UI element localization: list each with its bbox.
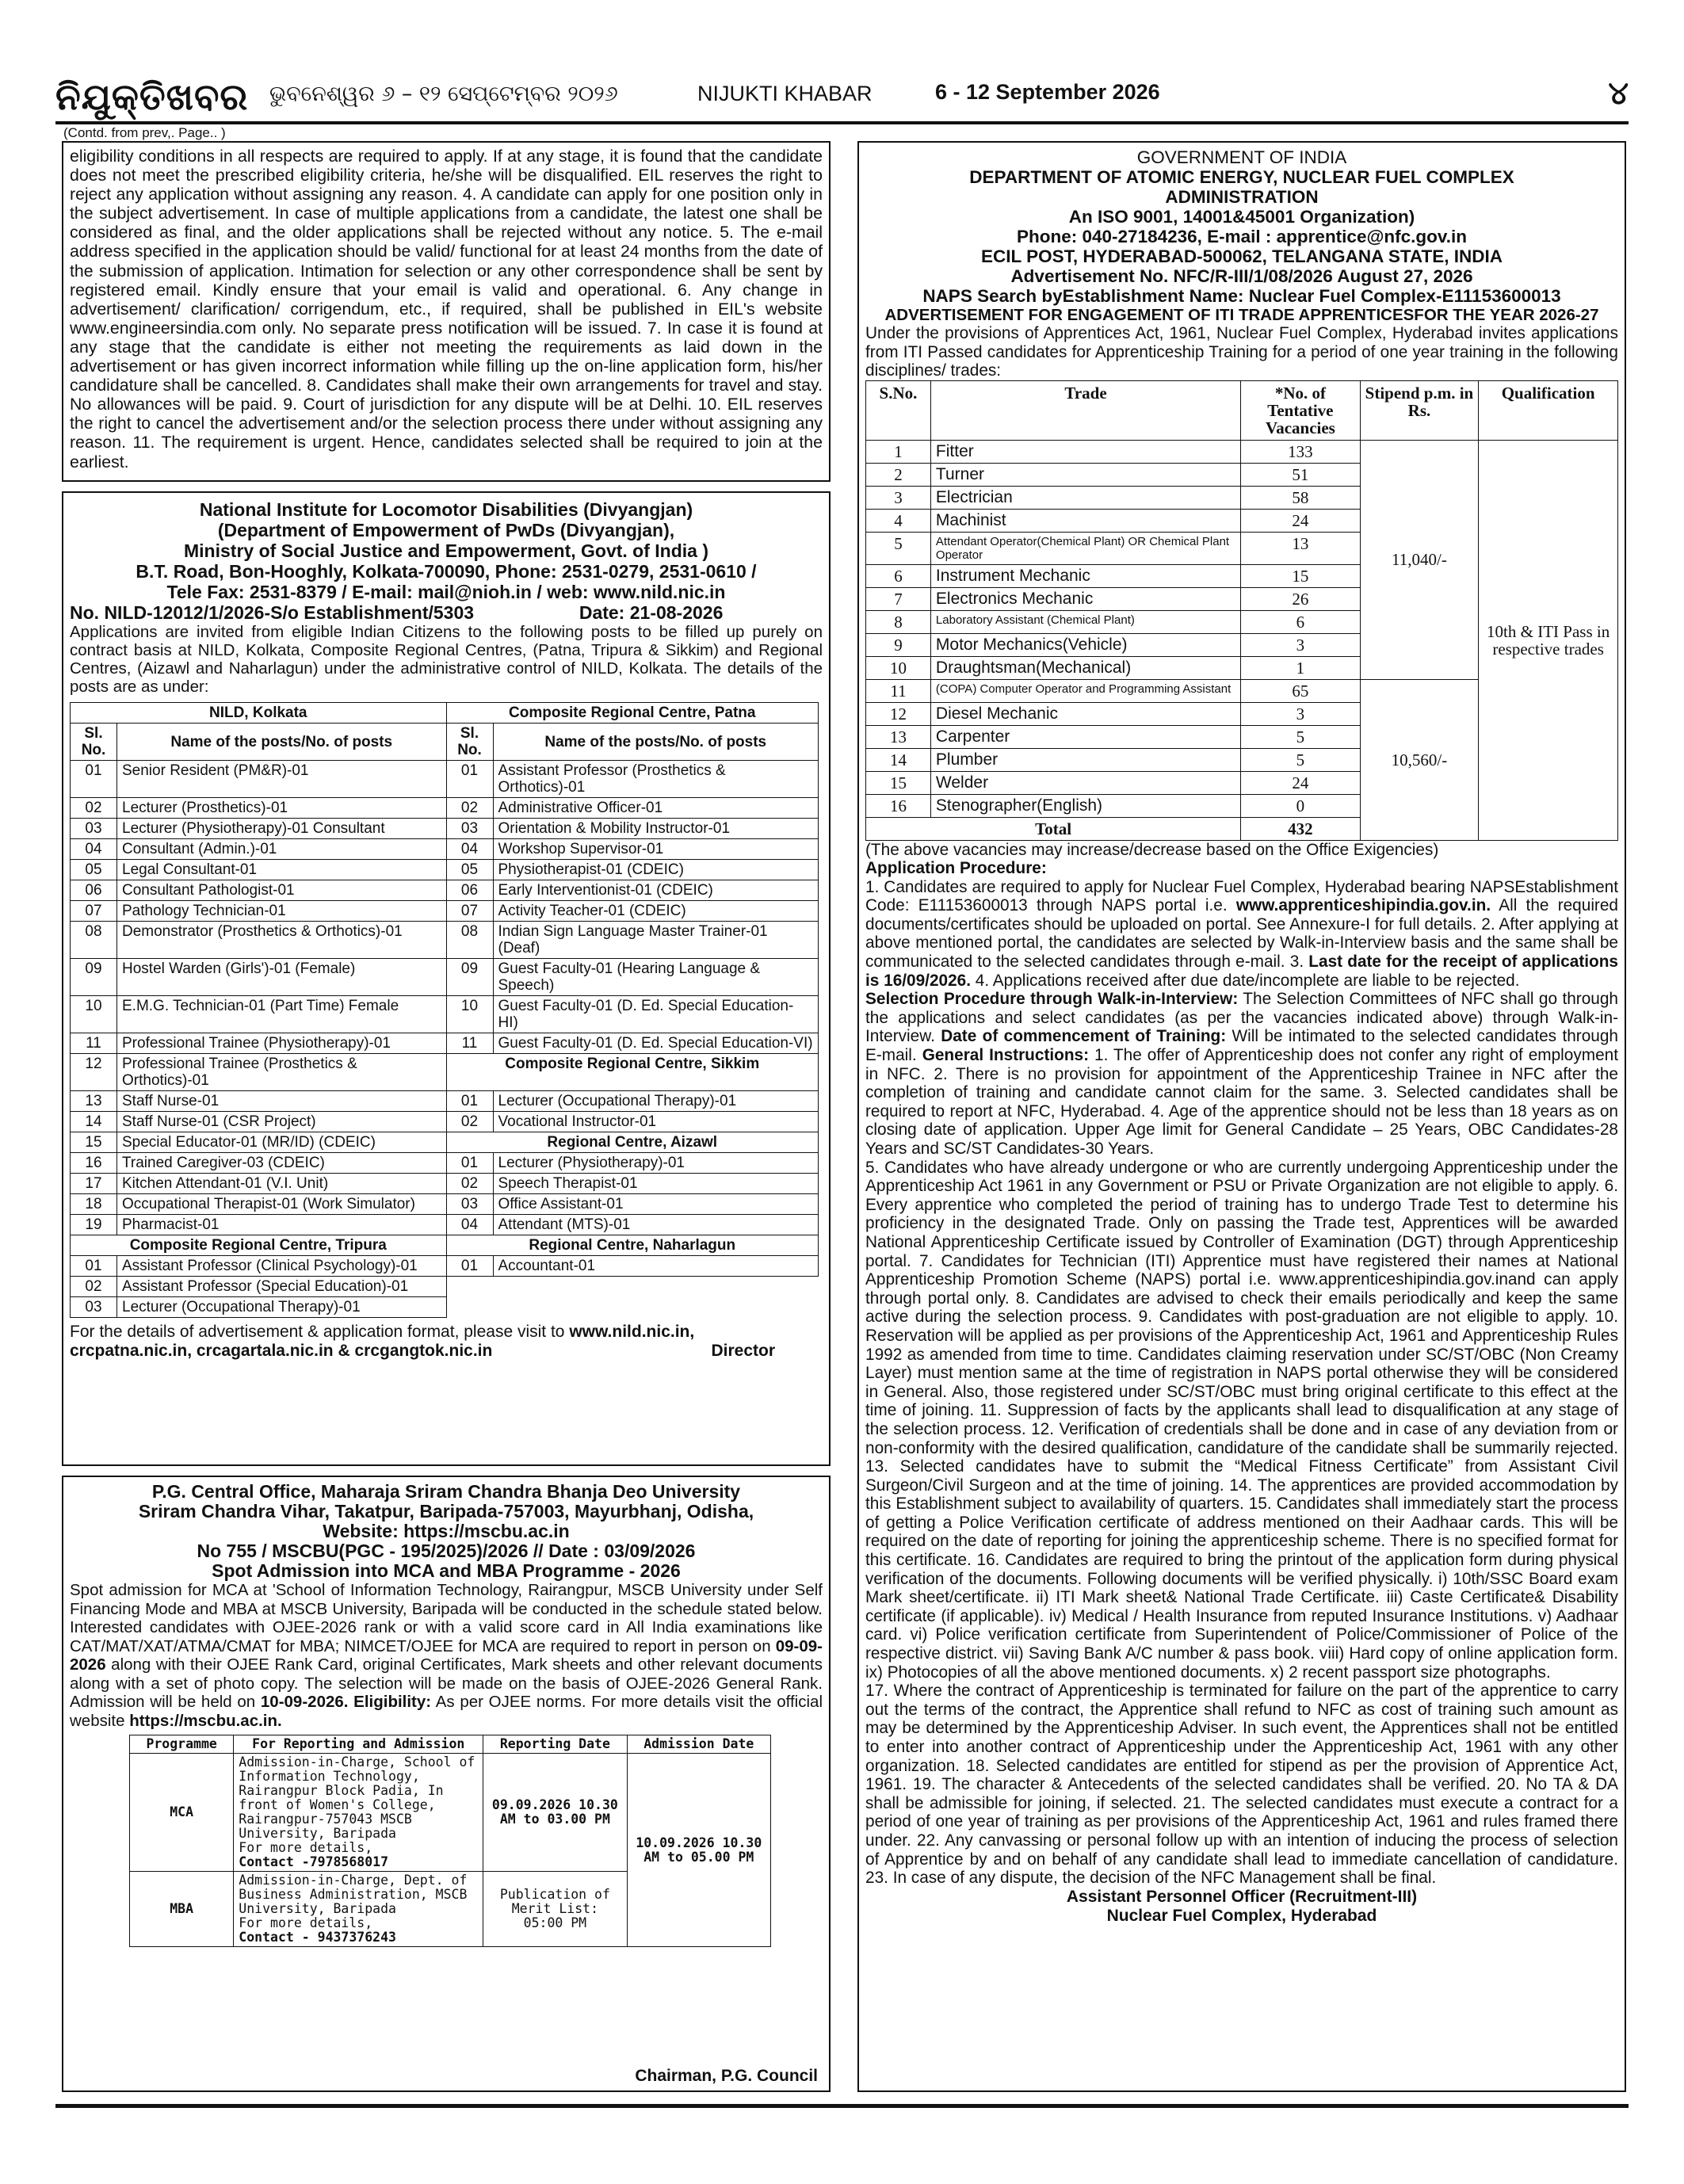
masthead-rule	[55, 121, 1629, 124]
trade-name: Welder	[930, 771, 1240, 794]
nfc-signatory: Assistant Personnel Officer (Recruitment-III)	[1066, 1887, 1418, 1906]
post-name: Legal Consultant-01	[117, 860, 447, 880]
nfc-trades-table	[865, 380, 1618, 841]
trade-vacancies: 13	[1241, 532, 1360, 564]
sl-no: 01	[446, 1091, 493, 1112]
nild-ref-no: No. NILD-12012/1/2026-S/o Establishment/5303	[70, 602, 475, 623]
newspaper-logo: ନିଯୁକ୍ତିଖବର	[55, 75, 249, 118]
empty-cell	[446, 1277, 819, 1297]
post-name: Lecturer (Physiotherapy)-01	[493, 1153, 819, 1174]
admission-time: 10.09.2026 10.30 AM to 05.00 PM	[627, 1754, 770, 1947]
sl-no: 04	[446, 1215, 493, 1235]
sl-no: 09	[71, 959, 117, 996]
nild-posts-table	[70, 702, 819, 1318]
trade-vacancies: 24	[1241, 509, 1360, 532]
mscbu-body-part: along with their OJEE Rank Card, original Certificates, Mark sheets and other relevant documents along with a set of photo copy. The selection will be made on the basis of OJEE-2026 General Rank. Admission will be held on	[70, 1655, 823, 1711]
col-sno: S.No.	[866, 380, 931, 440]
nild-website-link[interactable]: www.nild.nic.in,	[569, 1323, 695, 1341]
col-reporting-date: Reporting Date	[483, 1735, 627, 1754]
paper-name: NIJUKTI KHABAR	[697, 82, 873, 105]
col-admission-date: Admission Date	[627, 1735, 770, 1754]
nfc-general-heading: General Instructions:	[922, 1046, 1090, 1065]
post-name: Vocational Instructor-01	[493, 1112, 819, 1132]
sl-no: 06	[446, 880, 493, 901]
sl-no: 11	[71, 1033, 117, 1054]
mscbu-body	[70, 1581, 823, 1730]
post-name: Assistant Professor (Prosthetics & Orthotics)-01	[493, 761, 819, 798]
post-name: Speech Therapist-01	[493, 1174, 819, 1194]
post-name: Hostel Warden (Girls')-01 (Female)	[117, 959, 447, 996]
trade-sno: 12	[866, 702, 931, 725]
trade-vacancies: 133	[1241, 440, 1360, 463]
trade-name: Electronics Mechanic	[930, 587, 1240, 610]
nild-advertisement	[62, 491, 831, 1466]
table-row	[71, 1153, 819, 1174]
table-row	[71, 996, 819, 1033]
trade-name: Plumber	[930, 748, 1240, 771]
sl-no: 03	[71, 819, 117, 839]
mscbu-schedule-table	[129, 1735, 771, 1947]
trade-sno: 3	[866, 486, 931, 509]
nild-reference	[70, 602, 823, 623]
sl-no: 06	[71, 880, 117, 901]
nfc-selection-text: The Selection Committees of NFC shall go through the applications and select candidates (as per the vacancies indicated above) through Walk-in-Interview.	[865, 990, 1618, 1046]
trade-vacancies: 58	[1241, 486, 1360, 509]
trade-name: Diesel Mechanic	[930, 702, 1240, 725]
sl-no: 18	[71, 1194, 117, 1215]
mscbu-signatory: Chairman, P.G. Council	[635, 2067, 818, 2085]
post-name: Lecturer (Physiotherapy)-01 Consultant	[117, 819, 447, 839]
sl-no: 07	[446, 901, 493, 922]
post-name: Workshop Supervisor-01	[493, 839, 819, 860]
mca-venue: Admission-in-Charge, School of Information Technology, Rairangpur Block Padia, In front of Women's College, Rairangpur-757043 MSCB University, Baripada	[239, 1754, 475, 1841]
sl-no: 09	[446, 959, 493, 996]
sl-no: 08	[446, 922, 493, 959]
mscbu-address: Sriram Chandra Vihar, Takatpur, Baripada-757003, Mayurbhanj, Odisha,	[138, 1501, 754, 1522]
nfc-selection-heading: Selection Procedure through Walk-in-Interview:	[865, 990, 1239, 1009]
nild-left-heading: NILD, Kolkata	[71, 703, 447, 724]
table-row	[71, 880, 819, 901]
post-name: Attendant (MTS)-01	[493, 1215, 819, 1235]
post-name: Pathology Technician-01	[117, 901, 447, 922]
col-vacancies: *No. of Tentative Vacancies	[1241, 380, 1360, 440]
nild-signatory: Director	[711, 1342, 775, 1360]
trade-sno: 9	[866, 633, 931, 656]
post-name: Physiotherapist-01 (CDEIC)	[493, 860, 819, 880]
nfc-advt-title: ADVERTISEMENT FOR ENGAGEMENT OF ITI TRADE APPRENTICESFOR THE YEAR 2026-27	[884, 306, 1599, 324]
trade-name: Turner	[930, 463, 1240, 486]
col-sl-no: Sl. No.	[446, 724, 493, 761]
table-row	[71, 959, 819, 996]
col-reporting-admission: For Reporting and Admission	[234, 1735, 483, 1754]
trade-vacancies: 6	[1241, 610, 1360, 633]
post-name: Guest Faculty-01 (Hearing Language & Speech)	[493, 959, 819, 996]
section-heading: Composite Regional Centre, Sikkim	[446, 1054, 819, 1091]
trade-sno: 15	[866, 771, 931, 794]
sl-no: 02	[71, 798, 117, 819]
nfc-phone-email: Phone: 040-27184236, E-mail : apprentice@nfc.gov.in	[1017, 227, 1467, 246]
trade-sno: 6	[866, 564, 931, 587]
post-name: Guest Faculty-01 (D. Ed. Special Education-HI)	[493, 996, 819, 1033]
nfc-naps-link[interactable]: www.apprenticeshipindia.gov.in.	[1235, 896, 1491, 915]
sl-no: 01	[71, 1256, 117, 1277]
nfc-intro: Under the provisions of Apprentices Act, 1961, Nuclear Fuel Complex, Hyderabad invites applications from ITI Passed candidates for Apprenticeship Training for a period of one year training in the following disciplines/ trades:	[865, 324, 1618, 380]
post-name: Consultant (Admin.)-01	[117, 839, 447, 860]
nfc-administration: ADMINISTRATION	[1165, 187, 1319, 207]
post-name: E.M.G. Technician-01 (Part Time) Female	[117, 996, 447, 1033]
nfc-procedure-text: All the required documents/certificates should be uploaded on portal. See Annexure-I for full details. 2. After applying at above mentioned portal, the candidates are selected by Walk-in-Interview basis and the same shall be communicated to the selected candidates through e-mail. 3.	[865, 896, 1618, 972]
table-row	[71, 798, 819, 819]
post-name: Staff Nurse-01 (CSR Project)	[117, 1112, 447, 1132]
trade-sno: 11	[866, 679, 931, 702]
odia-dateline: ଭୁବନେଶ୍ୱର ୬ – ୧୨ ସେପ୍ଟେମ୍ବର ୨୦୨୬	[269, 82, 618, 106]
table-row	[71, 1215, 819, 1235]
sl-no: 02	[446, 1174, 493, 1194]
trade-vacancies: 15	[1241, 564, 1360, 587]
nfc-procedure	[865, 878, 1618, 1159]
nild-footer-text: For the details of advertisement & application format, please visit to	[70, 1323, 565, 1341]
sl-no: 01	[71, 761, 117, 798]
mscbu-title: Spot Admission into MCA and MBA Programme - 2026	[212, 1560, 681, 1581]
mba-more-details: For more details,	[239, 1915, 373, 1930]
nfc-general-text: 1. The offer of Apprenticeship does not confer any right of employment in NFC. 2. There is no provision for appointment of the Apprenticeship Trainee in NFC after the completion of training and candidate cannot claim for the same. 3. Selected candidates shall be required to report at NFC, Hyderabad. 4. Age of the apprentice should not be less than 18 years as on closing date of application. Upper Age limit for General Candidate – 25 Years, OBC Candidates-28 Years and SC/ST Candidates-30 Years.	[865, 1046, 1619, 1158]
nfc-procedure-text: 1. Candidates are required to apply for Nuclear Fuel Complex, Hyderabad bearing NAPSEstablishment Code: E11153600013 through NAPS portal i.e.	[865, 877, 1618, 915]
sl-no: 01	[446, 761, 493, 798]
trade-vacancies: 3	[1241, 633, 1360, 656]
nfc-advt-no: Advertisement No. NFC/R-III/1/08/2026 August 27, 2026	[1010, 266, 1473, 286]
sl-no: 16	[71, 1153, 117, 1174]
post-name: Kitchen Attendant-01 (V.I. Unit)	[117, 1174, 447, 1194]
sl-no: 03	[446, 1194, 493, 1215]
trade-sno: 4	[866, 509, 931, 532]
mscbu-reference: No 755 / MSCBU(PGC - 195/2025)/2026 // Date : 03/09/2026	[197, 1541, 696, 1561]
bottom-rule	[55, 2104, 1629, 2108]
trade-sno: 7	[866, 587, 931, 610]
masthead	[55, 75, 1629, 123]
continued-note: (Contd. from prev,. Page.. )	[63, 125, 226, 140]
table-row	[71, 1033, 819, 1054]
trade-name: Draughtsman(Mechanical)	[930, 656, 1240, 679]
trade-name: Attendant Operator(Chemical Plant) OR Chemical Plant Operator	[930, 532, 1240, 564]
trade-name: (COPA) Computer Operator and Programming Assistant	[930, 679, 1240, 702]
post-name: Consultant Pathologist-01	[117, 880, 447, 901]
issue-date: 6 - 12 September 2026	[935, 80, 1160, 104]
trade-name: Laboratory Assistant (Chemical Plant)	[930, 610, 1240, 633]
post-name: Professional Trainee (Prosthetics & Orthotics)-01	[117, 1054, 447, 1091]
sl-no: 02	[71, 1277, 117, 1297]
sl-no: 10	[71, 996, 117, 1033]
trade-sno: 14	[866, 748, 931, 771]
nild-crc-websites[interactable]: crcpatna.nic.in, crcagartala.nic.in & crcgangtok.nic.in	[70, 1342, 493, 1360]
sl-no: 08	[71, 922, 117, 959]
mba-reporting-time: Publication of Merit List: 05:00 PM	[483, 1872, 627, 1947]
programme-mba: MBA	[130, 1872, 234, 1947]
mba-venue: Admission-in-Charge, Dept. of Business Administration, MSCB University, Baripada	[239, 1873, 468, 1916]
table-row	[71, 1256, 819, 1277]
trade-name: Fitter	[930, 440, 1240, 463]
trade-vacancies: 51	[1241, 463, 1360, 486]
nfc-last-date: Last date for the receipt of applications is 16/09/2026.	[865, 953, 1618, 990]
qualification-value: 10th & ITI Pass in respective trades	[1479, 440, 1618, 840]
nild-header	[70, 499, 823, 623]
nfc-iso: An ISO 9001, 14001&45001 Organization)	[1068, 207, 1415, 227]
post-name: Activity Teacher-01 (CDEIC)	[493, 901, 819, 922]
trade-name: Motor Mechanics(Vehicle)	[930, 633, 1240, 656]
trade-vacancies: 3	[1241, 702, 1360, 725]
trade-vacancies: 0	[1241, 794, 1360, 817]
trade-name: Electrician	[930, 486, 1240, 509]
table-row	[71, 901, 819, 922]
mba-contact: Contact - 9437376243	[239, 1930, 396, 1945]
table-row	[71, 1277, 819, 1297]
mscbu-eligibility-label: Eligibility:	[348, 1693, 432, 1711]
eil-text: eligibility conditions in all respects are required to apply. If at any stage, it is found that the candidate does not meet the prescribed eligibility criteria, he/she will be disqualified. EIL reserves the right to reject any application without assigning any reason. 4. A candidate can apply for one position only in the subject advertisement. In case of multiple applications from a candidate, the latest one shall be considered as final, and the older applications shall be rejected without any notice. 5. The e-mail address specified in the application should be valid/ functional for at least 24 months from the date of the submission of application. Intimation for selection or any other correspondence shall be sent by registered email. Kindly ensure that your email is valid and operational. 6. Any change in advertisement/ clarification/ corrigendum, etc., if required, shall be published in EIL's website www.engineersindia.com only. No separate press notification will be issued. 7. In case it is found at any stage that the candidate is either not meeting the requirements as laid down in the advertisement or has given incorrect information while filling up the on-line application form, his/her candidature shall be cancelled. 8. Candidates shall make their own arrangements for travel and stay. No allowances will be paid. 9. Court of jurisdiction for any dispute will be at Delhi. 10. EIL reserves the right to cancel the advertisement and/or the selection process there under without assigning any reason. 11. The requirement is urgent. Hence, candidates selected shall be required to join at the earliest.	[70, 147, 823, 472]
sl-no: 04	[446, 839, 493, 860]
mscbu-website-link[interactable]: https://mscbu.ac.in.	[129, 1711, 282, 1730]
mscbu-body-part: Spot admission for MCA at 'School of Information Technology, Rairangpur, MSCB University under Self Financing Mode and MBA at MSCB University, Baripada will be conducted in the schedule stated below. Interested candidates with OJEE-2026 rank or with a valid score card in All India examinations like CAT/MAT/XAT/ATMA/CMAT for MBA; NIMCET/OJEE for MCA are required to report in person on	[70, 1581, 823, 1655]
trade-name: Machinist	[930, 509, 1240, 532]
sl-no: 05	[446, 860, 493, 880]
table-row	[71, 839, 819, 860]
nfc-general-instructions-3: 17. Where the contract of Apprenticeship is terminated for failure on the part of the apprentice to carry out the terms of the contract, the Apprentice shall refund to NFC as cost of training such amount as may be determined by the Apprenticeship Adviser. In such event, the Apprentices shall not be entitled to enter into another contract of Apprenticeship under the Apprenticeship Act, 1961 with any other organization. 18. Selected candidates are entitled for stipend as per the provision of Apprentice Act, 1961. 19. The character & Antecedents of the selected candidates shall be verified. 20. No TA & DA shall be admissible for joining, if selected. 21. The selected candidates must execute a contract for a period of one year of training as per provisions of the Apprenticeship Act, 1961 and rules framed there under. 22. Any canvassing or personal follow up with an intention of inducing the process of selection of Apprentice by and on behalf of any candidate shall lead to immediate cancellation of candidature. 23. In case of any dispute, the decision of the NFC Management shall be final.	[865, 1682, 1618, 1888]
table-row	[71, 922, 819, 959]
table-row	[71, 819, 819, 839]
nild-ref-date: Date: 21-08-2026	[579, 602, 724, 623]
nfc-department: DEPARTMENT OF ATOMIC ENERGY, NUCLEAR FUEL COMPLEX	[969, 167, 1514, 187]
table-row	[71, 1091, 819, 1112]
post-name: Lecturer (Prosthetics)-01	[117, 798, 447, 819]
table-row	[71, 1112, 819, 1132]
post-name: Early Interventionist-01 (CDEIC)	[493, 880, 819, 901]
section-heading: Regional Centre, Naharlagun	[446, 1235, 819, 1256]
trade-sno: 10	[866, 656, 931, 679]
nfc-commencement-label: Date of commencement of Training:	[941, 1027, 1227, 1046]
trade-name: Instrument Mechanic	[930, 564, 1240, 587]
total-label: Total	[866, 817, 1241, 840]
sl-no: 04	[71, 839, 117, 860]
trade-sno: 8	[866, 610, 931, 633]
nfc-selection-text: Will be intimated to the selected candidates through E-mail.	[865, 1027, 1618, 1065]
stipend-value: 11,040/-	[1360, 440, 1479, 679]
trade-vacancies: 65	[1241, 679, 1360, 702]
col-sl-no: Sl. No.	[71, 724, 117, 761]
trade-vacancies: 5	[1241, 725, 1360, 748]
col-qualification: Qualification	[1479, 380, 1618, 440]
mscbu-office: P.G. Central Office, Maharaja Sriram Chandra Bhanja Deo University	[151, 1481, 741, 1502]
nild-contact: Tele Fax: 2531-8379 / E-mail: mail@nioh.in / web: www.nild.nic.in	[166, 582, 726, 602]
section-heading: Composite Regional Centre, Tripura	[71, 1235, 447, 1256]
sl-no: 03	[71, 1297, 117, 1318]
table-row	[71, 1054, 819, 1091]
nfc-procedure-text: 4. Applications received after due date/incomplete are liable to be rejected.	[971, 971, 1520, 990]
post-name: Pharmacist-01	[117, 1215, 447, 1235]
mba-venue-cell	[234, 1872, 483, 1947]
trade-sno: 16	[866, 794, 931, 817]
post-name: Senior Resident (PM&R)-01	[117, 761, 447, 798]
post-name: Guest Faculty-01 (D. Ed. Special Education-VI)	[493, 1033, 819, 1054]
sl-no: 02	[446, 1112, 493, 1132]
trade-vacancies: 26	[1241, 587, 1360, 610]
col-post-name: Name of the posts/No. of posts	[117, 724, 447, 761]
mscbu-body-part: As per OJEE norms. For more details visit the official website	[70, 1693, 823, 1730]
sl-no: 15	[71, 1132, 117, 1153]
post-name: Professional Trainee (Physiotherapy)-01	[117, 1033, 447, 1054]
nfc-procedure-heading: Application Procedure:	[865, 859, 1047, 878]
nild-footer	[70, 1323, 823, 1361]
nfc-address: ECIL POST, HYDERABAD-500062, TELANGANA STATE, INDIA	[980, 246, 1503, 266]
post-name: Office Assistant-01	[493, 1194, 819, 1215]
post-name: Trained Caregiver-03 (CDEIC)	[117, 1153, 447, 1174]
trade-sno: 2	[866, 463, 931, 486]
table-row	[71, 1174, 819, 1194]
table-row	[71, 1297, 819, 1318]
eil-advertisement	[62, 141, 831, 482]
sl-no: 11	[446, 1033, 493, 1054]
nfc-naps-search: NAPS Search byEstablishment Name: Nuclear Fuel Complex-E11153600013	[922, 286, 1561, 306]
nild-department: (Department of Empowerment of PwDs (Divyangjan),	[217, 520, 675, 540]
post-name: Accountant-01	[493, 1256, 819, 1277]
post-name: Lecturer (Occupational Therapy)-01	[493, 1091, 819, 1112]
page-number: ୪	[1608, 75, 1629, 112]
trade-vacancies: 5	[1241, 748, 1360, 771]
col-post-name: Name of the posts/No. of posts	[493, 724, 819, 761]
nfc-general-instructions-2: 5. Candidates who have already undergone or who are currently undergoing Apprenticeship under the Apprenticeship Act 1961 in any Government or PSU or Private Organization are not eligible to apply. 6. Every apprentice who completed the period of training has to undergo Trade Test to determine his proficiency in the designated Trade. Only on passing the Trade test, Apprentices will be awarded National Apprenticeship Certificate issued by Controller of Examination (DGT) through Apprenticeship portal. 7. Candidates for Technician (ITI) Apprentice must have registered their names at National Apprenticeship Promotion Scheme (NAPS) portal i.e. www.apprenticeshipindia.gov.inand can apply through portal only. 8. Candidates are advised to check their emails periodically and keep the same active during the selection process. 9. Candidates with post-graduation are not eligible to apply. 10. Reservation will be applied as per provisions of the Apprenticeship Act, 1961 and Apprenticeship Rules 1992 as amended from time to time. Candidates claiming reservation under SC/ST/OBC (Non Creamy Layer) must mention same at the time of registration in NAPS portal otherwise they will be considered in General. Also, those registered under SC/ST/OBC must bring original certificate to this effect at the time of joining. 11. Suppression of facts by the applicants shall lead to disqualification at any stage of the selection process. 12. Verification of credentials shall be done and in case of any deviation from or non-conformity with the desired qualification, candidature of the candidate shall be summarily rejected. 13. Selected candidates have to submit the “Medical Fitness Certificate” from Assistant Civil Surgeon/Civil Surgeon and at the time of joining. 14. The apprentices are provided accommodation by this Establishment subject to availability of quarters. 15. Candidates shall immediately start the process of getting a Police Verification certificate of address mentioned on their Aadhaar cards. This will be required on the date of reporting for joining the apprenticeship scheme. There is no specified format for this certificate. 16. Candidates are required to bring the printout of the application form during physical verification of the documents. Following documents will be verified physically. i) 10th/SSC Board exam Mark sheet/certificate. ii) ITI Mark sheet& National Trade Certificate. iii) Caste Certificate& Disability certificate (if applicable). iv) Medical / Health Insurance from reputed Insurance Institutions. v) Aadhaar card. vi) Police verification certificate from Superintendent of Police/Commissioner of Police of the respective district. vii) Saving Bank A/C number & pass book. viii) Hard copy of online application form. ix) Photocopies of all the above mentioned documents. x) 2 recent passport size photographs.	[865, 1158, 1618, 1682]
post-name: Special Educator-01 (MR/ID) (CDEIC)	[117, 1132, 447, 1153]
trade-vacancies: 24	[1241, 771, 1360, 794]
mscbu-report-date: 09-09-2026	[70, 1636, 823, 1674]
mscbu-website: Website: https://mscbu.ac.in	[323, 1521, 570, 1541]
sl-no: 01	[446, 1256, 493, 1277]
post-name: Lecturer (Occupational Therapy)-01	[117, 1297, 447, 1318]
section-heading: Regional Centre, Aizawl	[446, 1132, 819, 1153]
trade-sno: 5	[866, 532, 931, 564]
nild-intro: Applications are invited from eligible Indian Citizens to the following posts to be filled up purely on contract basis at NILD, Kolkata, Composite Regional Centres, (Patna, Tripura & Sikkim) and Regional Centres, (Aizawl and Naharlagun) under the administrative control of NILD, Kolkata. The details of the posts are as under:	[70, 623, 823, 696]
mscbu-advertisement	[62, 1476, 831, 2092]
nfc-advertisement	[857, 141, 1626, 2092]
nild-address: B.T. Road, Bon-Hooghly, Kolkata-700090, Phone: 2531-0279, 2531-0610 /	[136, 561, 757, 582]
mca-reporting-time: 09.09.2026 10.30 AM to 03.00 PM	[483, 1754, 627, 1872]
col-stipend: Stipend p.m. in Rs.	[1360, 380, 1479, 440]
mca-venue-cell	[234, 1754, 483, 1872]
nild-right-heading: Composite Regional Centre, Patna	[446, 703, 819, 724]
trade-sno: 1	[866, 440, 931, 463]
post-name: Orientation & Mobility Instructor-01	[493, 819, 819, 839]
sl-no: 12	[71, 1054, 117, 1091]
nild-title: National Institute for Locomotor Disabilities (Divyangjan)	[199, 499, 693, 520]
trade-sno: 13	[866, 725, 931, 748]
sl-no: 05	[71, 860, 117, 880]
sl-no: 02	[446, 798, 493, 819]
table-row	[71, 1132, 819, 1153]
col-trade: Trade	[930, 380, 1240, 440]
sl-no: 14	[71, 1112, 117, 1132]
trade-vacancies: 1	[1241, 656, 1360, 679]
stipend-value: 10,560/-	[1360, 679, 1479, 840]
mca-contact: Contact -7978568017	[239, 1854, 389, 1869]
sl-no: 03	[446, 819, 493, 839]
nfc-vacancy-note: (The above vacancies may increase/decrease based on the Office Exigencies)	[865, 840, 1439, 859]
table-row	[71, 1235, 819, 1256]
post-name: Occupational Therapist-01 (Work Simulator)	[117, 1194, 447, 1215]
sl-no: 10	[446, 996, 493, 1033]
programme-mca: MCA	[130, 1754, 234, 1872]
sl-no: 13	[71, 1091, 117, 1112]
col-programme: Programme	[130, 1735, 234, 1754]
post-name: Demonstrator (Prosthetics & Orthotics)-01	[117, 922, 447, 959]
table-row	[71, 1194, 819, 1215]
table-row	[866, 440, 1618, 463]
nild-ministry: Ministry of Social Justice and Empowerment, Govt. of India )	[184, 540, 708, 561]
mca-more-details: For more details,	[239, 1840, 373, 1855]
trade-name: Stenographer(English)	[930, 794, 1240, 817]
mscbu-admission-date: 10-09-2026.	[260, 1693, 349, 1711]
total-vacancies: 432	[1241, 817, 1360, 840]
sl-no: 07	[71, 901, 117, 922]
sl-no: 17	[71, 1174, 117, 1194]
table-row	[71, 860, 819, 880]
empty-cell	[446, 1297, 819, 1318]
post-name: Indian Sign Language Master Trainer-01 (Deaf)	[493, 922, 819, 959]
sl-no: 19	[71, 1215, 117, 1235]
post-name: Administrative Officer-01	[493, 798, 819, 819]
trade-name: Carpenter	[930, 725, 1240, 748]
sl-no: 01	[446, 1153, 493, 1174]
table-row	[71, 761, 819, 798]
post-name: Staff Nurse-01	[117, 1091, 447, 1112]
nfc-organisation: Nuclear Fuel Complex, Hyderabad	[1106, 1906, 1377, 1925]
post-name: Assistant Professor (Clinical Psychology)-01	[117, 1256, 447, 1277]
nfc-govt: GOVERNMENT OF INDIA	[1136, 147, 1347, 167]
post-name: Assistant Professor (Special Education)-01	[117, 1277, 447, 1297]
